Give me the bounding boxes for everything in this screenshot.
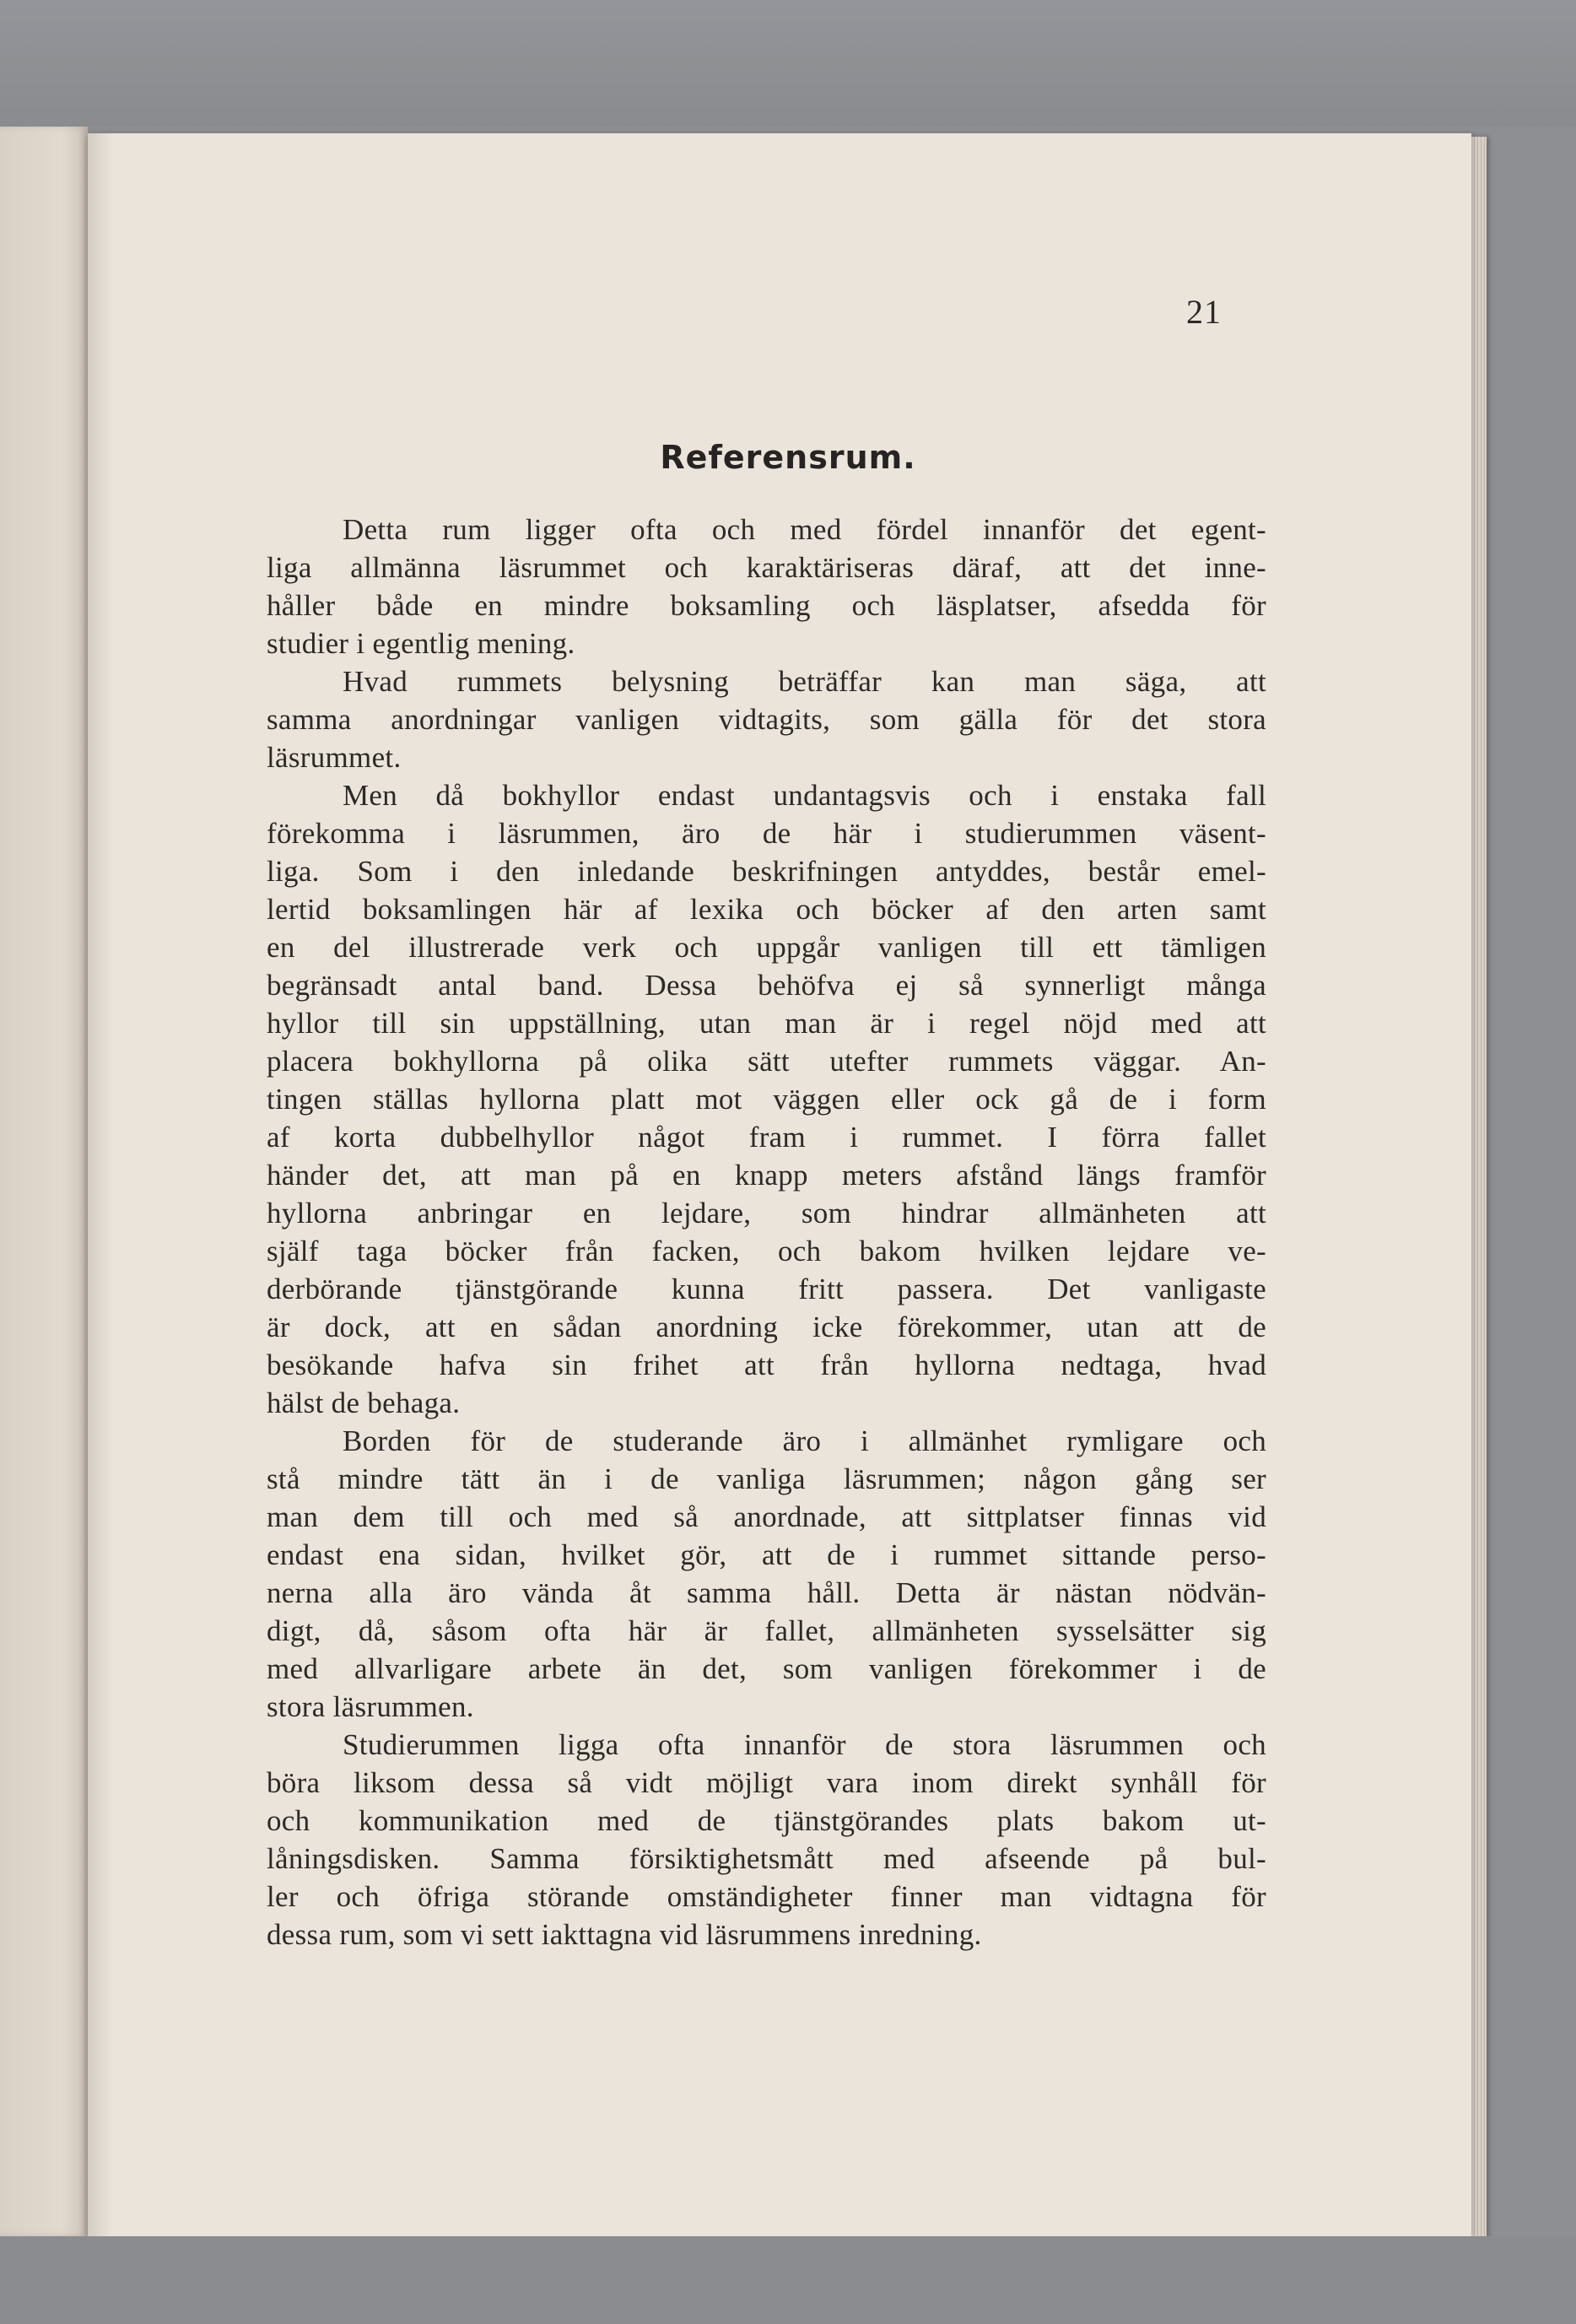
text-line: liga allmänna läsrummet och karaktäriseras däraf, att det inne- <box>267 551 1266 584</box>
text-line: Hvad rummets belysning beträffar kan man säga, att <box>343 665 1266 698</box>
text-line: händer det, att man på en knapp meters afstånd längs framför <box>267 1159 1266 1192</box>
text-line: med allvarligare arbete än det, som vanligen förekommer i de <box>267 1652 1266 1685</box>
text-line: ler och öfriga störande omständigheter finner man vidtagna för <box>267 1880 1266 1913</box>
text-line: man dem till och med så anordnade, att sittplatser finnas vid <box>267 1500 1266 1533</box>
text-line: Men då bokhyllor endast undantagsvis och i enstaka fall <box>343 779 1266 812</box>
scan-background-top <box>0 0 1576 127</box>
text-line: af korta dubbelhyllor något fram i rummet. I förra fallet <box>267 1121 1266 1154</box>
text-line: en del illustrerade verk och uppgår vanligen till ett tämligen <box>267 931 1266 964</box>
text-line: lertid boksamlingen här af lexika och böcker af den arten samt <box>267 893 1266 926</box>
text-line: Detta rum ligger ofta och med fördel innanför det egent- <box>343 513 1266 546</box>
text-line: nerna alla äro vända åt samma håll. Detta är nästan nödvän- <box>267 1576 1266 1609</box>
section-heading: Referensrum. <box>660 439 916 476</box>
text-line: tingen ställas hyllorna platt mot väggen eller ock gå de i form <box>267 1083 1266 1116</box>
text-line: digt, då, såsom ofta här är fallet, allmänheten sysselsätter sig <box>267 1614 1266 1647</box>
body-text <box>267 511 1266 1954</box>
text-line: hyllor till sin uppställning, utan man är i regel nöjd med att <box>267 1007 1266 1040</box>
text-line: själf taga böcker från facken, och bakom hvilken lejdare ve- <box>267 1235 1266 1267</box>
text-line: låningsdisken. Samma försiktighetsmått med afseende på bul- <box>267 1842 1266 1875</box>
text-line: håller både en mindre boksamling och läsplatser, afsedda för <box>267 589 1266 622</box>
text-line: hälst de behaga. <box>267 1386 461 1419</box>
text-line: liga. Som i den inledande beskrifningen antyddes, består emel- <box>267 855 1266 888</box>
text-line: och kommunikation med de tjänstgörandes plats bakom ut- <box>267 1804 1266 1837</box>
text-line: läsrummet. <box>267 741 402 774</box>
text-line: är dock, att en sådan anordning icke förekommer, utan att de <box>267 1311 1266 1343</box>
text-line: Borden för de studerande äro i allmänhet rymligare och <box>343 1424 1266 1457</box>
text-line: Studierummen ligga ofta innanför de stora läsrummen och <box>343 1728 1266 1761</box>
text-line: endast ena sidan, hvilket gör, att de i rummet sittande perso- <box>267 1538 1266 1571</box>
text-line: derbörande tjänstgörande kunna fritt passera. Det vanligaste <box>267 1273 1266 1305</box>
text-line: böra liksom dessa så vidt möjligt vara inom direkt synhåll för <box>267 1766 1266 1799</box>
text-line: stora läsrummen. <box>267 1690 474 1723</box>
text-line: begränsadt antal band. Dessa behöfva ej så synnerligt många <box>267 969 1266 1002</box>
text-line: samma anordningar vanligen vidtagits, som gälla för det stora <box>267 703 1266 736</box>
page-number: 21 <box>1186 293 1222 331</box>
text-line: förekomma i läsrummen, äro de här i studierummen väsent- <box>267 817 1266 850</box>
text-line: dessa rum, som vi sett iakttagna vid läsrummens inredning. <box>267 1918 982 1951</box>
text-line: stå mindre tätt än i de vanliga läsrummen; någon gång ser <box>267 1462 1266 1495</box>
text-line: studier i egentlig mening. <box>267 627 575 660</box>
text-line: hyllorna anbringar en lejdare, som hindrar allmänheten att <box>267 1197 1266 1230</box>
text-line: placera bokhyllorna på olika sätt utefter rummets väggar. An- <box>267 1045 1266 1078</box>
text-line: besökande hafva sin frihet att från hyllorna nedtaga, hvad <box>267 1348 1266 1381</box>
scan-background-bottom <box>0 2236 1576 2324</box>
